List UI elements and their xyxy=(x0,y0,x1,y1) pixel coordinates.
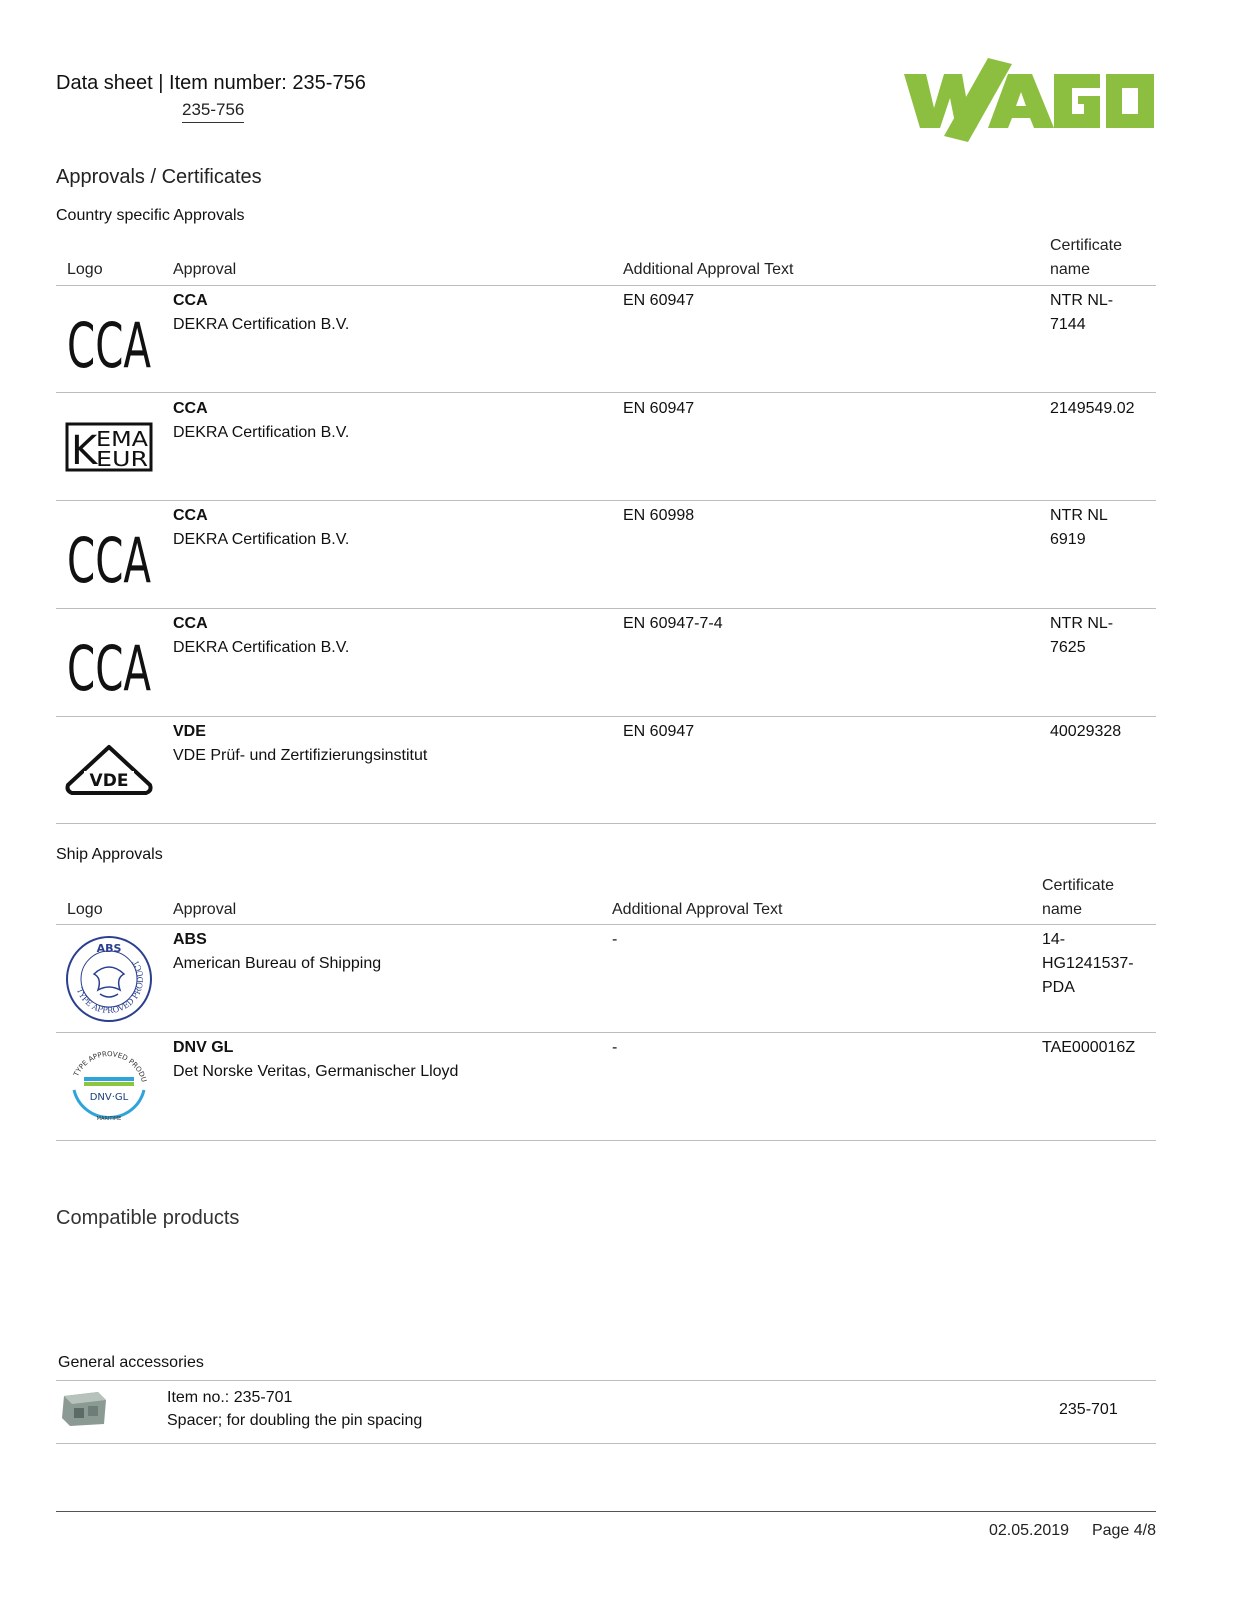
additional-text: EN 60947 xyxy=(623,400,695,417)
footer-divider xyxy=(56,1511,1156,1512)
additional-text: EN 60998 xyxy=(623,507,695,524)
col-additional: Additional Approval Text xyxy=(612,901,783,918)
svg-text:CCA: CCA xyxy=(67,309,151,382)
wago-logo xyxy=(904,58,1156,142)
general-accessories-title: General accessories xyxy=(58,1354,204,1371)
table-divider xyxy=(56,1380,1156,1381)
dnv-gl-logo xyxy=(64,1044,154,1134)
vde-logo xyxy=(64,731,154,821)
svg-text:EMA: EMA xyxy=(96,427,149,451)
svg-text:TYPE APPROVED PRODUCT: TYPE APPROVED PRODU xyxy=(72,1050,148,1084)
country-approvals-title: Country specific Approvals xyxy=(56,207,245,224)
svg-text:EUR: EUR xyxy=(96,447,149,471)
svg-text:MARITIME: MARITIME xyxy=(96,1116,122,1122)
abs-logo xyxy=(64,934,154,1024)
col-certificate: Certificate name xyxy=(1042,877,1115,918)
certificate-name: NTR NL- 7625 xyxy=(1050,615,1114,656)
certificate-name: 40029328 xyxy=(1050,723,1122,740)
svg-text:VDE: VDE xyxy=(89,771,129,791)
ship-approvals-title: Ship Approvals xyxy=(56,846,163,863)
page-number: Page 4/8 xyxy=(1091,1522,1156,1539)
additional-text: - xyxy=(612,1039,618,1056)
table-divider xyxy=(56,924,1156,925)
footer xyxy=(56,1522,1156,1540)
col-approval: Approval xyxy=(173,901,237,918)
compatible-products-title: Compatible products xyxy=(56,1207,240,1229)
item-number: Item no.: 235-701 xyxy=(167,1389,293,1406)
table-row: CCA DEKRA Certification B.V. xyxy=(173,615,350,656)
table-row: ABS American Bureau of Shipping xyxy=(173,931,382,972)
row-divider xyxy=(56,1032,1156,1033)
col-logo: Logo xyxy=(67,261,103,278)
table-row: VDE VDE Prüf- und Zertifizierungsinstitut xyxy=(173,723,428,764)
table-row: DNV GL Det Norske Veritas, Germanischer Lloyd xyxy=(173,1039,459,1080)
col-logo: Logo xyxy=(67,901,103,918)
additional-text: EN 60947 xyxy=(623,723,695,740)
kema-keur-logo xyxy=(64,408,154,498)
item-link[interactable]: 235-701 xyxy=(1059,1401,1118,1418)
row-divider xyxy=(56,500,1156,501)
page-title: Data sheet | Item number: 235-756 xyxy=(56,72,366,94)
row-divider xyxy=(56,716,1156,717)
additional-text: EN 60947-7-4 xyxy=(623,615,723,632)
additional-text: - xyxy=(612,931,618,948)
svg-text:CCA: CCA xyxy=(67,632,151,705)
additional-text: EN 60947 xyxy=(623,292,695,309)
approvals-title: Approvals / Certificates xyxy=(56,166,262,188)
col-certificate: Certificate name xyxy=(1050,237,1123,278)
item-number-link[interactable]: 235-756 xyxy=(182,100,244,123)
svg-text:CCA: CCA xyxy=(67,524,151,597)
certificate-name: NTR NL- 7144 xyxy=(1050,292,1114,333)
table-divider xyxy=(56,285,1156,286)
row-divider xyxy=(56,1443,1156,1444)
table-row: CCA DEKRA Certification B.V. xyxy=(173,292,350,333)
svg-text:ABS: ABS xyxy=(96,942,122,955)
row-divider xyxy=(56,392,1156,393)
footer-date: 02.05.2019 xyxy=(988,1522,1070,1539)
row-divider xyxy=(56,608,1156,609)
svg-text:K: K xyxy=(71,428,98,474)
row-divider xyxy=(56,1140,1156,1141)
table-row: CCA DEKRA Certification B.V. xyxy=(173,507,350,548)
col-additional: Additional Approval Text xyxy=(623,261,794,278)
cca-logo xyxy=(64,623,154,713)
svg-text:DNV·GL: DNV·GL xyxy=(89,1092,129,1103)
item-description: Spacer; for doubling the pin spacing xyxy=(167,1412,423,1429)
spacer-product-image[interactable] xyxy=(60,1388,108,1428)
certificate-name: 14- HG1241537- PDA xyxy=(1042,931,1134,996)
certificate-name: TAE000016Z xyxy=(1042,1039,1136,1056)
certificate-name: 2149549.02 xyxy=(1050,400,1135,417)
cca-logo xyxy=(64,300,154,390)
svg-text:TYPE APPROVED PRODUCT: TYPE APPROVED PRODUCT xyxy=(74,958,146,1016)
row-divider xyxy=(56,823,1156,824)
certificate-name: NTR NL 6919 xyxy=(1050,507,1108,548)
list-item xyxy=(167,1386,422,1432)
cca-logo xyxy=(64,515,154,605)
table-row: CCA DEKRA Certification B.V. xyxy=(173,400,350,441)
col-approval: Approval xyxy=(173,261,237,278)
